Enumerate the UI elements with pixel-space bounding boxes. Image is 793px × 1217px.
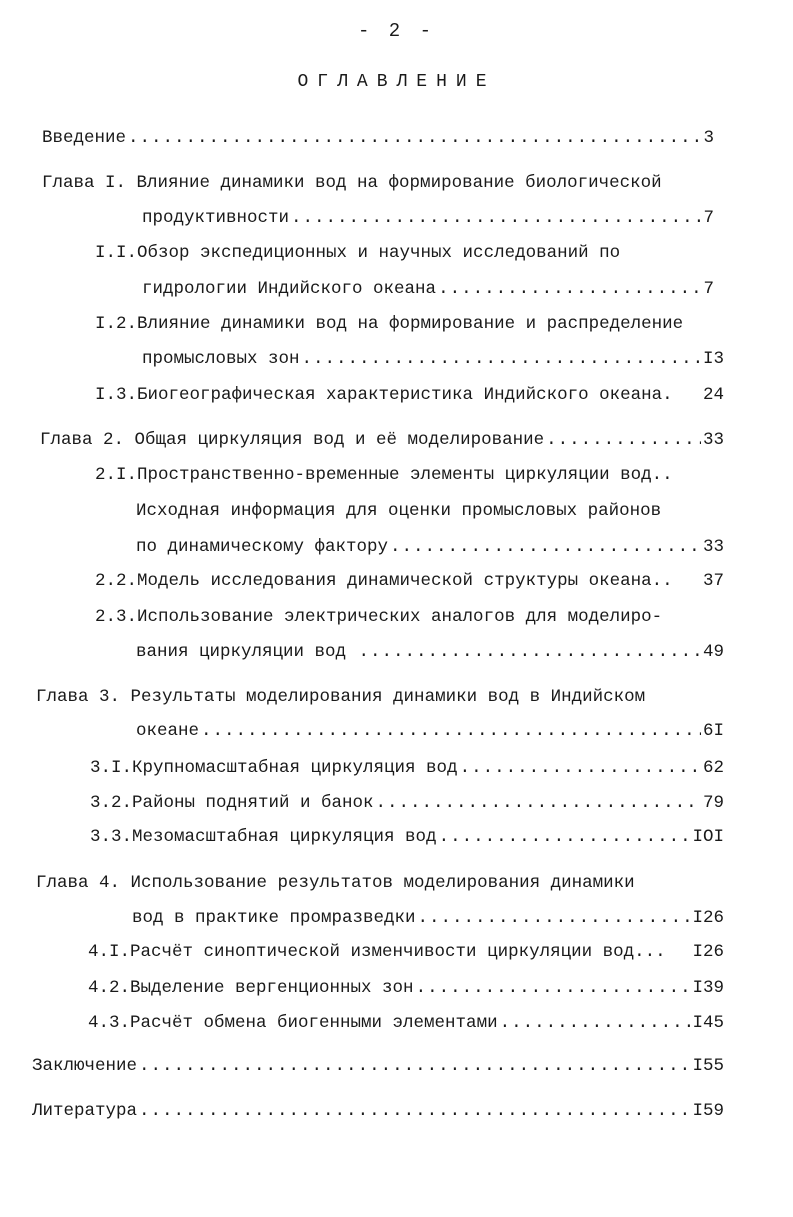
toc-entry-conclusion[interactable] <box>32 1055 724 1077</box>
toc-page-number: I39 <box>692 978 724 998</box>
toc-entry-text: 4.2.Выделение вергенционных зон <box>88 978 414 998</box>
toc-chapter-2[interactable] <box>40 429 724 451</box>
toc-page-number: 7 <box>703 208 714 228</box>
toc-entry-text: 3.I.Крупномасштабная циркуляция вод <box>90 758 458 778</box>
toc-section-2-2[interactable] <box>95 570 724 592</box>
dot-leader <box>139 1055 690 1077</box>
toc-entry-text: Введение <box>42 128 127 148</box>
toc-page-number: 33 <box>702 430 724 450</box>
toc-entry-text: Заключение <box>32 1056 138 1076</box>
toc-entry-text: вания циркуляции вод <box>136 642 357 662</box>
toc-entry-text: 2.2.Модель исследования динамической структуры океана.. <box>95 571 673 591</box>
toc-entry-text: океане <box>136 721 200 741</box>
toc-chapter-3-line1[interactable]: Глава 3. Результаты моделирования динамики вод в Индийском <box>36 687 646 707</box>
page-title: ОГЛАВЛЕНИЕ <box>297 72 496 92</box>
dot-leader <box>359 641 701 663</box>
dot-leader <box>128 127 701 149</box>
toc-chapter-1-line1[interactable]: Глава I. Влияние динамики вод на формирование биологической <box>42 173 662 193</box>
dot-leader <box>139 1100 690 1122</box>
toc-page-number: I55 <box>692 1056 724 1076</box>
toc-page-number: I45 <box>692 1013 724 1033</box>
toc-page-number: 79 <box>702 793 724 813</box>
toc-chapter-4-line1[interactable]: Глава 4. Использование результатов моделирования динамики <box>36 873 635 893</box>
toc-section-1-1-line2[interactable] <box>142 278 714 300</box>
toc-entry-text: 3.3.Мезомасштабная циркуляция вод <box>90 827 437 847</box>
toc-chapter-3-line2[interactable] <box>136 720 724 742</box>
dot-leader <box>500 1012 691 1034</box>
toc-page-number: 3 <box>703 128 714 148</box>
toc-section-3-3[interactable] <box>90 826 724 848</box>
toc-entry-text: 4.3.Расчёт обмена биогенными элементами <box>88 1013 498 1033</box>
page-number: - 2 - <box>357 20 435 42</box>
toc-chapter-4-line2[interactable] <box>132 907 724 929</box>
dot-leader <box>390 536 701 558</box>
toc-section-4-2[interactable] <box>88 977 724 999</box>
toc-entry-text: 3.2.Районы поднятий и банок <box>90 793 374 813</box>
dot-leader <box>201 720 701 742</box>
toc-page-number: I3 <box>702 349 724 369</box>
toc-section-2-3-line2[interactable] <box>136 641 724 663</box>
toc-section-2-1-line3[interactable] <box>136 536 724 558</box>
toc-section-4-3[interactable] <box>88 1012 724 1034</box>
toc-section-3-1[interactable] <box>90 757 724 779</box>
toc-page-number: 62 <box>702 758 724 778</box>
toc-section-1-2-line1[interactable]: I.2.Влияние динамики вод на формирование и распределение <box>95 314 684 334</box>
toc-entry-text: Глава 2. Общая циркуляция вод и её моделирование <box>40 430 545 450</box>
toc-page-number: 6I <box>702 721 724 741</box>
dot-leader <box>546 429 701 451</box>
toc-section-2-1-line2[interactable]: Исходная информация для оценки промысловых районов <box>136 501 662 521</box>
toc-section-3-2[interactable] <box>90 792 724 814</box>
toc-entry-text: гидрологии Индийского океана <box>142 279 437 299</box>
toc-entry-text: промысловых зон <box>142 349 300 369</box>
toc-entry-text: вод в практике промразведки <box>132 908 416 928</box>
toc-entry-text: Литература <box>32 1101 138 1121</box>
toc-entry-intro[interactable] <box>42 127 714 149</box>
toc-section-2-3-line1[interactable]: 2.3.Использование электрических аналогов для моделиро- <box>95 607 663 627</box>
toc-section-2-1-line1[interactable]: 2.I.Пространственно-временные элементы циркуляции вод.. <box>95 465 673 485</box>
toc-page-number: 49 <box>702 642 724 662</box>
dot-leader <box>439 826 691 848</box>
toc-page-number: 37 <box>702 571 724 591</box>
toc-section-4-1[interactable] <box>88 941 724 963</box>
toc-entry-text: продуктивности <box>142 208 290 228</box>
toc-page-number: 7 <box>703 279 714 299</box>
toc-entry-text: 4.I.Расчёт синоптической изменчивости циркуляции вод... <box>88 942 666 962</box>
dot-leader <box>418 907 691 929</box>
toc-page-number: I26 <box>692 908 724 928</box>
toc-section-1-1-line1[interactable]: I.I.Обзор экспедиционных и научных исследований по <box>95 243 621 263</box>
toc-section-1-3[interactable] <box>95 384 724 406</box>
dot-leader <box>291 207 701 229</box>
toc-chapter-1-line2[interactable] <box>142 207 714 229</box>
toc-page-number: 24 <box>702 385 724 405</box>
toc-entry-literature[interactable] <box>32 1100 724 1122</box>
dot-leader <box>302 348 701 370</box>
dot-leader <box>416 977 691 999</box>
dot-leader <box>460 757 701 779</box>
dot-leader <box>438 278 701 300</box>
toc-page-number: I59 <box>692 1101 724 1121</box>
dot-leader <box>376 792 701 814</box>
toc-entry-text: по динамическому фактору <box>136 537 389 557</box>
toc-entry-text: I.3.Биогеографическая характеристика Индийского океана. <box>95 385 673 405</box>
toc-section-1-2-line2[interactable] <box>142 348 724 370</box>
toc-page-number: 33 <box>702 537 724 557</box>
toc-page-number: I26 <box>692 942 724 962</box>
toc-page-number: IOI <box>692 827 724 847</box>
